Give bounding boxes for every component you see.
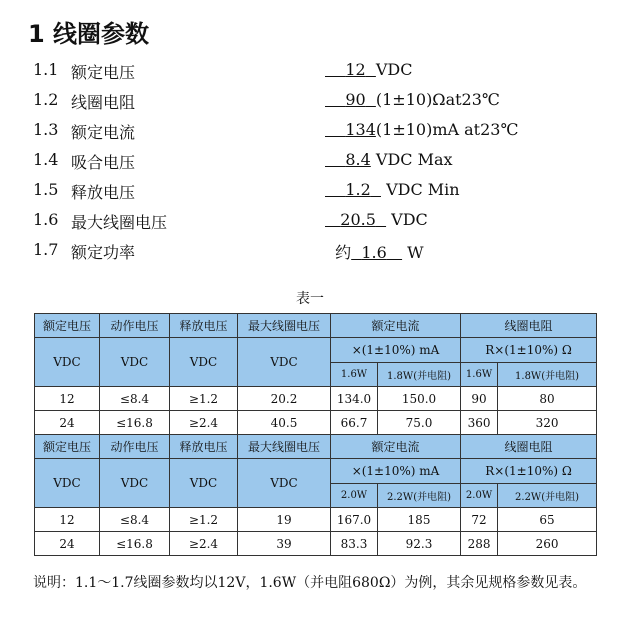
- header-rated-current: 额定电流: [331, 435, 461, 459]
- param-label: 最大线圈电压: [71, 213, 168, 232]
- param-value: 1.6: [361, 243, 387, 262]
- header-release-voltage: 释放电压: [170, 435, 238, 459]
- header-pull-in-voltage: 动作电压: [100, 435, 170, 459]
- param-value: 12: [345, 60, 366, 79]
- header-max-coil-voltage: 最大线圈电压: [238, 435, 331, 459]
- param-number: 1.7: [33, 240, 59, 259]
- header-coil-resistance: 线圈电阻: [461, 314, 597, 338]
- param-unit: (1±10)mA at23℃: [375, 120, 519, 139]
- param-rated-voltage: [33, 60, 593, 86]
- param-number: 1.4: [33, 150, 59, 169]
- unit-vdc: VDC: [238, 338, 331, 387]
- unit-vdc: VDC: [35, 338, 100, 387]
- param-value: 1.2: [345, 180, 371, 199]
- table-header-row: [35, 435, 597, 459]
- param-number: 1.6: [33, 210, 59, 229]
- param-value: 20.5: [340, 210, 376, 229]
- param-pull-in-voltage: [33, 150, 593, 176]
- cell: ≤8.4: [100, 508, 170, 532]
- unit-vdc: VDC: [238, 459, 331, 508]
- param-label: 额定功率: [71, 243, 136, 262]
- table-unit-row: [35, 338, 597, 363]
- param-unit: VDC: [391, 210, 428, 229]
- power-label: 1.8W(并电阻): [498, 363, 597, 387]
- param-label: 线圈电阻: [71, 93, 136, 112]
- cell: 40.5: [238, 411, 331, 435]
- cell: 185: [378, 508, 461, 532]
- param-unit: VDC Max: [375, 150, 453, 169]
- cell: ≥1.2: [170, 508, 238, 532]
- header-coil-resistance: 线圈电阻: [461, 435, 597, 459]
- cell: ≥2.4: [170, 532, 238, 556]
- power-label: 1.6W: [461, 363, 498, 387]
- power-label: 2.2W(并电阻): [378, 484, 461, 508]
- cell: 360: [461, 411, 498, 435]
- header-rated-voltage: 额定电压: [35, 435, 100, 459]
- header-release-voltage: 释放电压: [170, 314, 238, 338]
- param-rated-current: [33, 120, 593, 146]
- unit-resistance: R×(1±10%) Ω: [461, 338, 597, 363]
- header-max-coil-voltage: 最大线圈电压: [238, 314, 331, 338]
- cell: 66.7: [331, 411, 378, 435]
- table-header-row: [35, 314, 597, 338]
- param-rated-power: [33, 240, 593, 266]
- cell: ≥2.4: [170, 411, 238, 435]
- param-unit: (1±10)Ωat23℃: [375, 90, 500, 109]
- cell: 39: [238, 532, 331, 556]
- cell: ≤16.8: [100, 532, 170, 556]
- power-label: 2.0W: [461, 484, 498, 508]
- cell: 260: [498, 532, 597, 556]
- cell: 320: [498, 411, 597, 435]
- power-label: 2.0W: [331, 484, 378, 508]
- table-row: [35, 387, 597, 411]
- cell: 134.0: [331, 387, 378, 411]
- power-label: 1.6W: [331, 363, 378, 387]
- param-value: 90: [345, 90, 366, 109]
- cell: 90: [461, 387, 498, 411]
- cell: 167.0: [331, 508, 378, 532]
- power-label: 1.8W(并电阻): [378, 363, 461, 387]
- param-label: 额定电流: [71, 123, 136, 142]
- cell: 83.3: [331, 532, 378, 556]
- cell: ≥1.2: [170, 387, 238, 411]
- cell: 24: [35, 532, 100, 556]
- param-unit: W: [407, 243, 424, 262]
- cell: ≤8.4: [100, 387, 170, 411]
- cell: 72: [461, 508, 498, 532]
- table-row: [35, 532, 597, 556]
- param-number: 1.3: [33, 120, 59, 139]
- footnote: 说明：1.1～1.7线圈参数均以12V，1.6W（并电阻680Ω）为例，其余见规格参数见表。: [33, 575, 587, 591]
- param-release-voltage: [33, 180, 593, 206]
- table-row: [35, 411, 597, 435]
- param-unit: VDC Min: [386, 180, 460, 199]
- unit-vdc: VDC: [100, 338, 170, 387]
- cell: 75.0: [378, 411, 461, 435]
- cell: 12: [35, 387, 100, 411]
- param-label: 释放电压: [71, 183, 136, 202]
- cell: 80: [498, 387, 597, 411]
- cell: 20.2: [238, 387, 331, 411]
- param-number: 1.5: [33, 180, 59, 199]
- param-unit: VDC: [375, 60, 413, 79]
- cell: 92.3: [378, 532, 461, 556]
- table-row: [35, 508, 597, 532]
- power-label: 2.2W(并电阻): [498, 484, 597, 508]
- cell: 12: [35, 508, 100, 532]
- header-pull-in-voltage: 动作电压: [100, 314, 170, 338]
- table-caption: 表一: [296, 291, 324, 307]
- cell: 19: [238, 508, 331, 532]
- param-value: 134: [345, 120, 376, 139]
- cell: 288: [461, 532, 498, 556]
- cell: 24: [35, 411, 100, 435]
- unit-resistance: R×(1±10%) Ω: [461, 459, 597, 484]
- param-max-coil-voltage: [33, 210, 593, 236]
- param-number: 1.2: [33, 90, 59, 109]
- unit-current: ×(1±10%) mA: [331, 338, 461, 363]
- param-prefix: 约: [335, 243, 352, 262]
- table-unit-row: [35, 459, 597, 484]
- param-coil-resistance: [33, 90, 593, 116]
- unit-current: ×(1±10%) mA: [331, 459, 461, 484]
- param-value: 8.4: [345, 150, 371, 169]
- unit-vdc: VDC: [170, 338, 238, 387]
- param-label: 吸合电压: [71, 153, 136, 172]
- unit-vdc: VDC: [35, 459, 100, 508]
- param-label: 额定电压: [71, 63, 136, 82]
- cell: 150.0: [378, 387, 461, 411]
- cell: ≤16.8: [100, 411, 170, 435]
- header-rated-voltage: 额定电压: [35, 314, 100, 338]
- coil-spec-table: [34, 313, 597, 556]
- unit-vdc: VDC: [170, 459, 238, 508]
- cell: 65: [498, 508, 597, 532]
- unit-vdc: VDC: [100, 459, 170, 508]
- section-title: 1 线圈参数: [28, 20, 150, 48]
- header-rated-current: 额定电流: [331, 314, 461, 338]
- param-number: 1.1: [33, 60, 59, 79]
